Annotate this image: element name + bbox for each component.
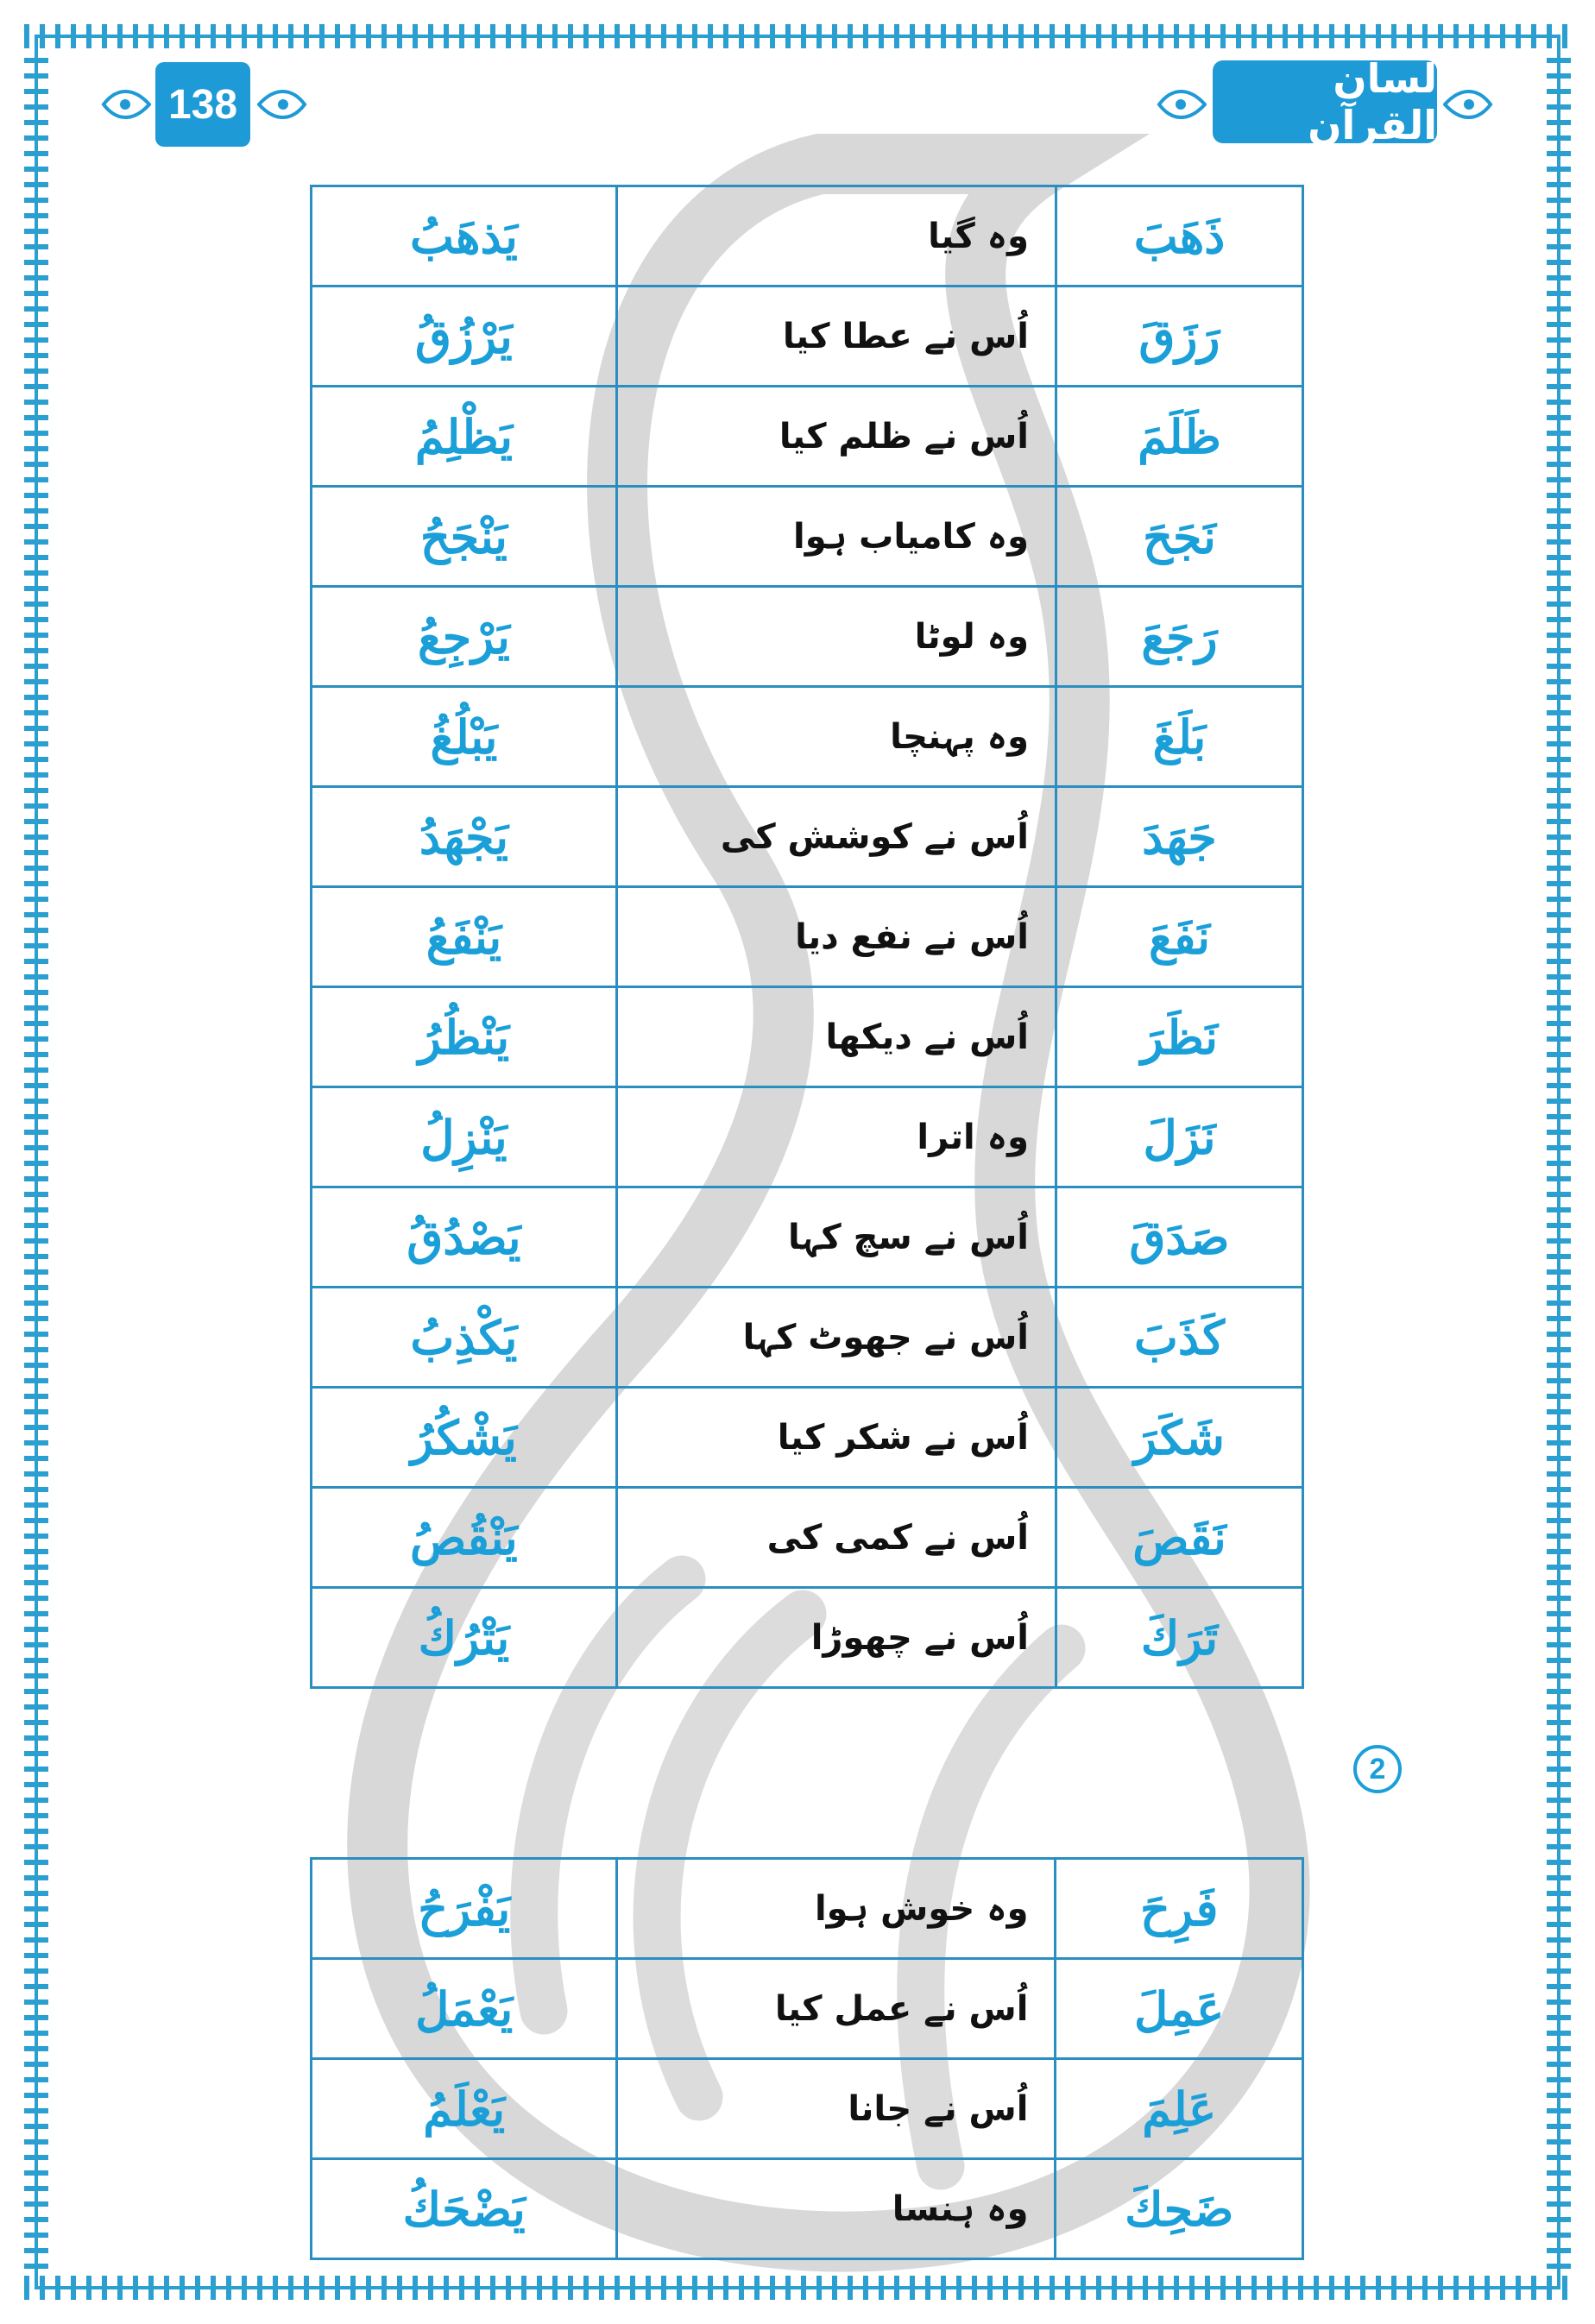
imperfect-verb-cell: يَعْمَلُ [312,1959,617,2059]
meaning-cell: وہ لوٹا [616,587,1056,687]
table-row [312,1288,1303,1388]
meaning-cell: اُس نے کوشش کی [616,787,1056,887]
title-ornament-left-icon [1155,83,1207,126]
meaning-cell: وہ ہنسا [617,2159,1056,2259]
meaning-cell: اُس نے جھوٹ کہا [616,1288,1056,1388]
section-number-badge: 2 [1353,1745,1402,1793]
table-row [312,587,1303,687]
root-verb-cell: جَهَدَ [1056,787,1302,887]
imperfect-verb-cell: يَضْحَكُ [312,2159,617,2259]
meaning-cell: اُس نے جانا [617,2059,1056,2159]
page-number: 138 [155,62,250,147]
root-verb-cell: نَقَصَ [1056,1488,1302,1588]
meaning-cell: وہ کامیاب ہوا [616,487,1056,587]
meaning-cell: اُس نے شکر کیا [616,1388,1056,1488]
meaning-cell: اُس نے سچ کہا [616,1187,1056,1288]
root-verb-cell: رَجَعَ [1056,587,1302,687]
root-verb-cell: صَدَقَ [1056,1187,1302,1288]
imperfect-verb-cell: يَبْلُغُ [312,687,617,787]
imperfect-verb-cell: يَشْكُرُ [312,1388,617,1488]
table-row [312,787,1303,887]
meaning-cell: اُس نے نفع دیا [616,887,1056,987]
meaning-cell: اُس نے عمل کیا [617,1959,1056,2059]
imperfect-verb-cell: يَرْجِعُ [312,587,617,687]
table-row [312,1388,1303,1488]
imperfect-verb-cell: يَظْلِمُ [312,387,617,487]
meaning-cell: وہ پہنچا [616,687,1056,787]
imperfect-verb-cell: يَنْزِلُ [312,1087,617,1187]
table-row [312,1859,1303,1959]
table-row [312,2059,1303,2159]
table-row [312,1187,1303,1288]
table-row [312,687,1303,787]
table-row [312,1588,1303,1688]
meaning-cell: اُس نے عطا کیا [616,287,1056,387]
imperfect-verb-cell: يَفْرَحُ [312,1859,617,1959]
table-row [312,186,1303,287]
table-row [312,987,1303,1087]
root-verb-cell: ذَهَبَ [1056,186,1302,287]
table-row [312,1488,1303,1588]
root-verb-cell: نَظَرَ [1056,987,1302,1087]
meaning-cell: اُس نے ظلم کیا [616,387,1056,487]
root-verb-cell: كَذَبَ [1056,1288,1302,1388]
imperfect-verb-cell: يَجْهَدُ [312,787,617,887]
imperfect-verb-cell: يَصْدُقُ [312,1187,617,1288]
vocabulary-table-2 [310,1857,1304,2260]
imperfect-verb-cell: يَنْجَحُ [312,487,617,587]
root-verb-cell: شَكَرَ [1056,1388,1302,1488]
imperfect-verb-cell: يَعْلَمُ [312,2059,617,2159]
ornament-left-icon [99,83,151,126]
table-row [312,887,1303,987]
vocabulary-table-1 [310,185,1304,1689]
table-row [312,1959,1303,2059]
book-title: لسان القرآن [1213,60,1437,143]
table-row [312,287,1303,387]
root-verb-cell: عَمِلَ [1056,1959,1303,2059]
root-verb-cell: بَلَغَ [1056,687,1302,787]
meaning-cell: وہ گیا [616,186,1056,287]
meaning-cell: وہ اترا [616,1087,1056,1187]
table-row [312,487,1303,587]
imperfect-verb-cell: يَنْفَعُ [312,887,617,987]
imperfect-verb-cell: يَرْزُقُ [312,287,617,387]
ornament-right-icon [257,83,309,126]
meaning-cell: اُس نے دیکھا [616,987,1056,1087]
root-verb-cell: رَزَقَ [1056,287,1302,387]
root-verb-cell: ضَحِكَ [1056,2159,1303,2259]
meaning-cell: اُس نے چھوڑا [616,1588,1056,1688]
table-row [312,2159,1303,2259]
title-ornament-right-icon [1443,83,1495,126]
imperfect-verb-cell: يَتْرُكُ [312,1588,617,1688]
imperfect-verb-cell: يَنْظُرُ [312,987,617,1087]
root-verb-cell: ظَلَمَ [1056,387,1302,487]
table-row [312,1087,1303,1187]
root-verb-cell: نَجَحَ [1056,487,1302,587]
imperfect-verb-cell: يَكْذِبُ [312,1288,617,1388]
imperfect-verb-cell: يَذهَبُ [312,186,617,287]
root-verb-cell: تَرَكَ [1056,1588,1302,1688]
meaning-cell: اُس نے کمی کی [616,1488,1056,1588]
root-verb-cell: فَرِحَ [1056,1859,1303,1959]
root-verb-cell: عَلِمَ [1056,2059,1303,2159]
root-verb-cell: نَفَعَ [1056,887,1302,987]
imperfect-verb-cell: يَنْقُصُ [312,1488,617,1588]
meaning-cell: وہ خوش ہوا [617,1859,1056,1959]
table-row [312,387,1303,487]
root-verb-cell: نَزَلَ [1056,1087,1302,1187]
